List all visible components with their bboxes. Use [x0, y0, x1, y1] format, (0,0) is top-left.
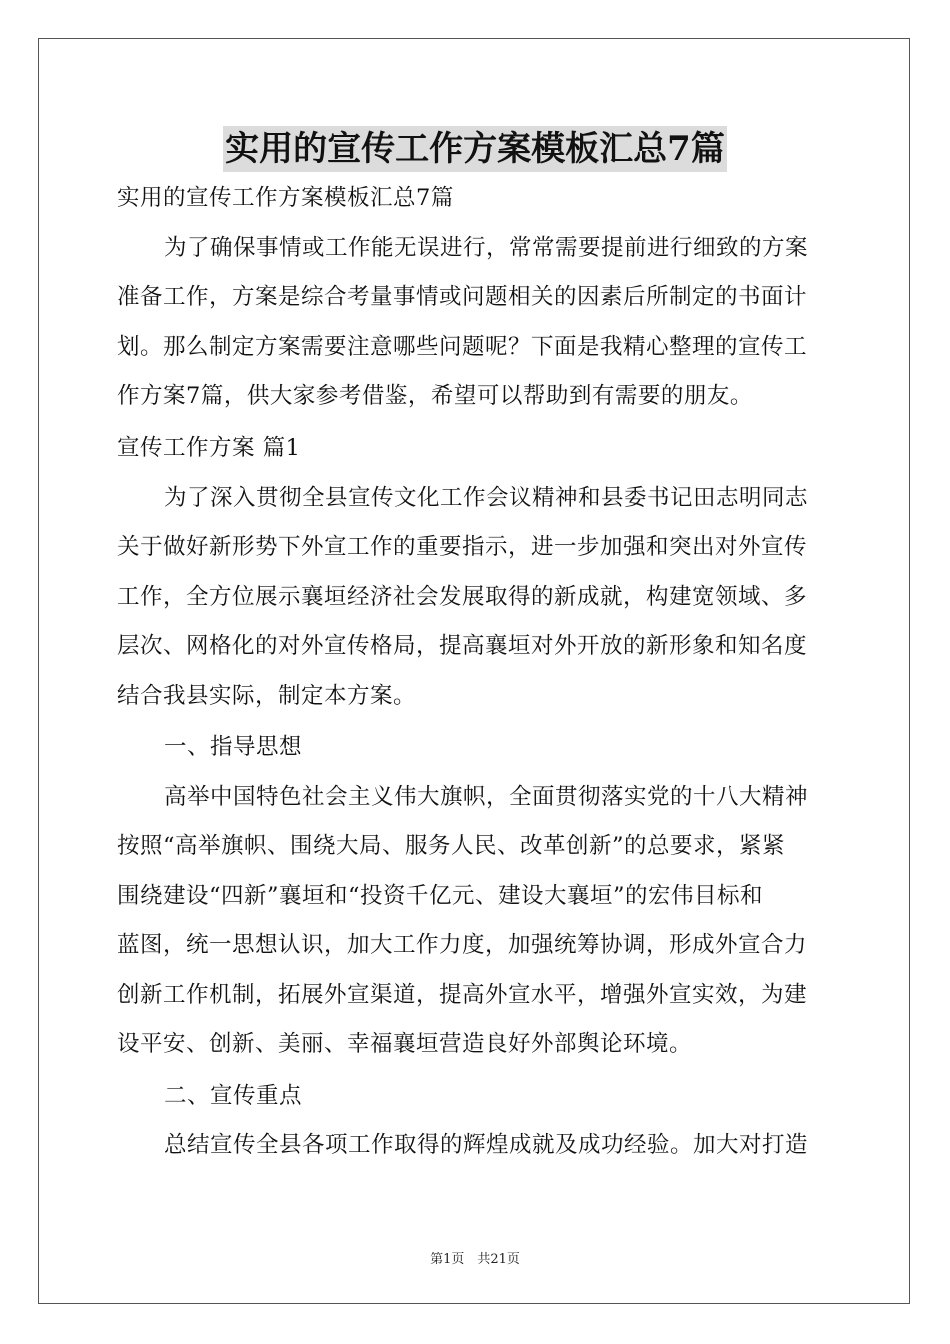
- page-footer: 第1页 共21页: [430, 1252, 520, 1267]
- document-title-wrapper: [0, 126, 950, 172]
- text-line: 创新工作机制，拓展外宣渠道，提高外宣水平，增强外宣实效，为建: [117, 982, 808, 1008]
- page-border: [38, 38, 910, 1304]
- text-line: 为了确保事情或工作能无误进行，常常需要提前进行细致的方案: [164, 235, 809, 261]
- text-line: 按照“高举旗帜、围绕大局、服务人民、改革创新”的总要求，紧紧: [117, 833, 786, 859]
- subtitle-line: 实用的宣传工作方案模板汇总7篇: [117, 185, 454, 211]
- text-line: 总结宣传全县各项工作取得的辉煌成就及成功经验。加大对打造: [164, 1132, 809, 1158]
- text-line: 设平安、创新、美丽、幸福襄垣营造良好外部舆论环境。: [117, 1031, 693, 1057]
- text-line: 关于做好新形势下外宣工作的重要指示，进一步加强和突出对外宣传: [117, 534, 808, 560]
- document-title: 实用的宣传工作方案模板汇总7篇: [223, 126, 727, 172]
- text-line: 划。那么制定方案需要注意哪些问题呢？下面是我精心整理的宣传工: [117, 334, 808, 360]
- text-line: 工作，全方位展示襄垣经济社会发展取得的新成就，构建宽领域、多: [117, 584, 808, 610]
- text-line: 高举中国特色社会主义伟大旗帜，全面贯彻落实党的十八大精神: [164, 784, 809, 810]
- text-line: 围绕建设“四新”襄垣和“投资千亿元、建设大襄垣”的宏伟目标和: [117, 883, 764, 909]
- section-heading: 宣传工作方案 篇1: [117, 435, 301, 461]
- text-line: 作方案7篇，供大家参考借鉴，希望可以帮助到有需要的朋友。: [117, 383, 753, 409]
- text-line: 准备工作，方案是综合考量事情或问题相关的因素后所制定的书面计: [117, 284, 808, 310]
- subsection-heading: 一、指导思想: [164, 734, 303, 760]
- text-line: 为了深入贯彻全县宣传文化工作会议精神和县委书记田志明同志: [164, 485, 809, 511]
- text-line: 层次、网格化的对外宣传格局，提高襄垣对外开放的新形象和知名度: [117, 633, 808, 659]
- text-line: 蓝图，统一思想认识，加大工作力度，加强统筹协调，形成外宣合力: [117, 932, 808, 958]
- subsection-heading: 二、宣传重点: [164, 1083, 303, 1109]
- text-line: 结合我县实际，制定本方案。: [117, 683, 417, 709]
